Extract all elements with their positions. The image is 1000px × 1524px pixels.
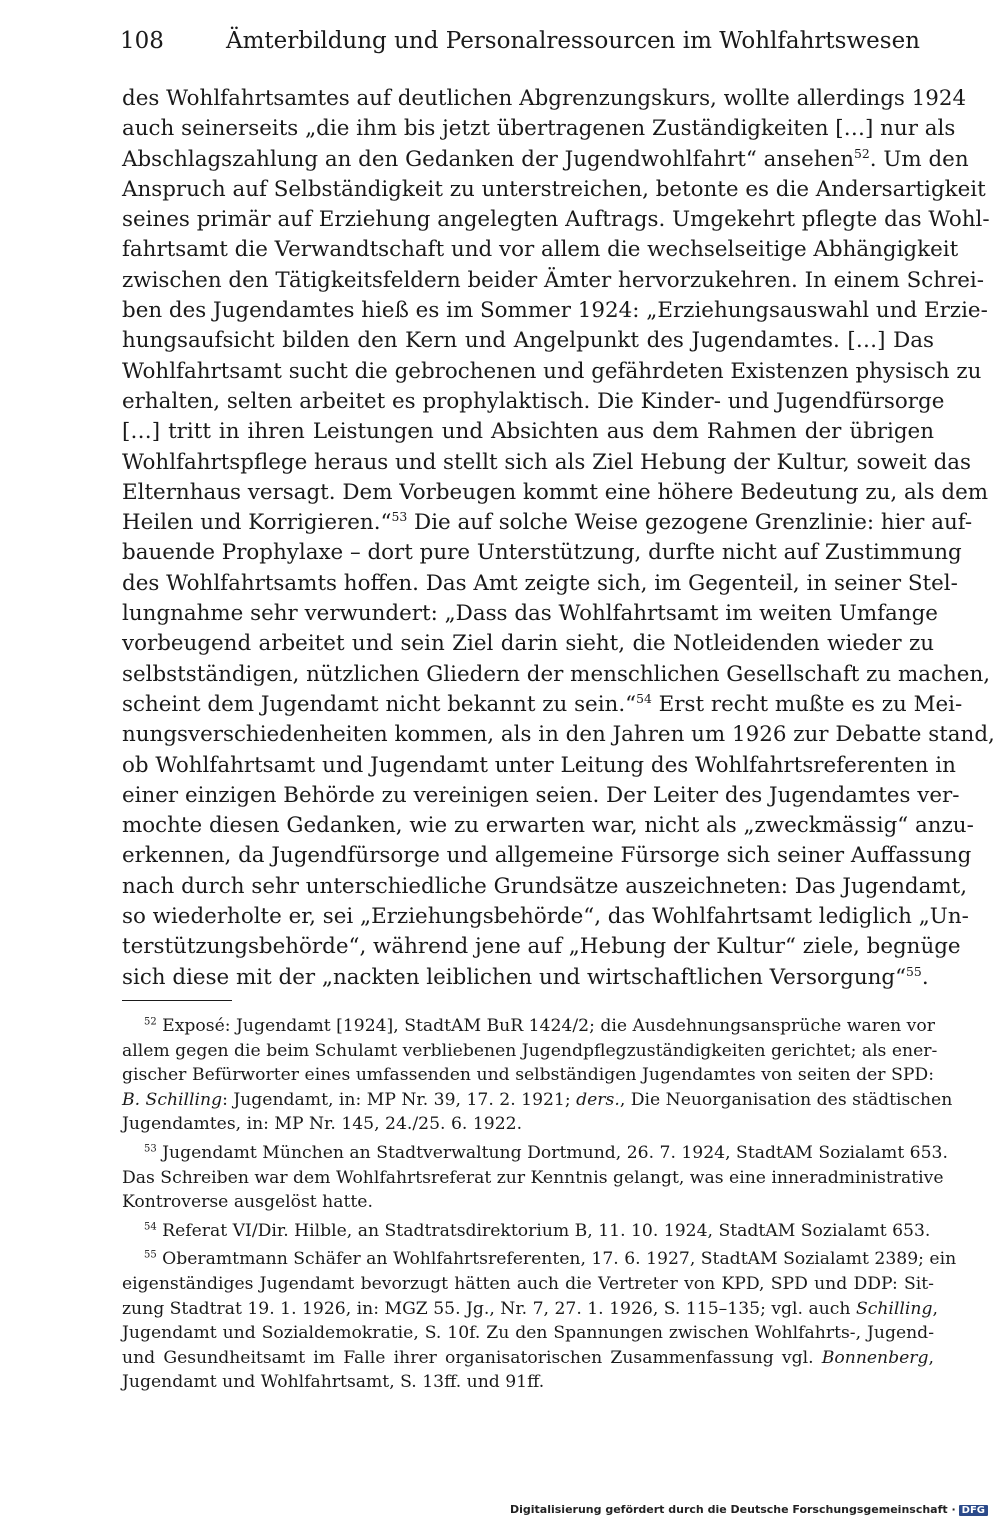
text-line — [122, 114, 956, 144]
footnote-text: allem gegen die beim Schulamt verbliebenen Jugendpflegzuständigkeiten gerichtet; als ener- — [122, 1040, 938, 1061]
running-title: Ämterbildung und Personalressourcen im Wohlfahrtswesen — [226, 28, 920, 54]
footnote-text: Jugendamt München an Stadtverwaltung Dortmund, 26. 7. 1924, StadtAM Sozialamt 653. — [162, 1142, 948, 1163]
footnote-text: Jugendamt und Wohlfahrtsamt, S. 13ff. und 91ff. — [122, 1372, 545, 1393]
text-line — [122, 205, 990, 235]
text-line — [122, 932, 961, 962]
footnote-reference: 52 — [853, 145, 870, 161]
text-line-content: fahrtsamt die Verwandtschaft und vor allem die wechselseitige Abhängigkeit — [122, 237, 959, 263]
footnote-text: Jugendamtes, in: MP Nr. 145, 24./25. 6. 1922. — [122, 1114, 523, 1135]
footnote-line — [122, 1247, 957, 1272]
text-line-content: sich diese mit der „nackten leiblichen und wirtschaftlichen Versorgung“ — [122, 964, 907, 990]
footnote-cited-author: Schilling — [855, 1298, 933, 1319]
text-line — [122, 690, 963, 720]
text-line — [122, 660, 991, 690]
text-line — [122, 963, 934, 993]
text-line — [122, 781, 960, 811]
footnote-number: 52 — [144, 1016, 157, 1028]
text-line — [122, 235, 959, 265]
footnotes — [122, 1014, 957, 1395]
text-line-content: einer einzigen Behörde zu vereinigen seien. Der Leiter des Jugendamtes ver- — [122, 782, 960, 808]
footnote-cited-author: B. Schilling — [122, 1089, 223, 1110]
text-line — [122, 357, 982, 387]
text-line-content: Wohlfahrtspflege heraus und stellt sich als Ziel Hebung der Kultur, soweit das — [122, 449, 972, 475]
footnote-line — [122, 1370, 934, 1395]
text-line — [122, 266, 984, 296]
footnote-line — [122, 1088, 953, 1113]
footnote-number: 54 — [144, 1221, 157, 1233]
text-line-content: des Wohlfahrtsamts hoffen. Das Amt zeigte sich, im Gegenteil, in seiner Stel- — [122, 570, 958, 596]
text-line-content: Heilen und Korrigieren.“ — [122, 510, 392, 536]
footnote-line — [122, 1112, 934, 1137]
text-line-content: seines primär auf Erziehung angelegten Auftrags. Umgekehrt pflegte das Wohl- — [122, 207, 990, 233]
text-line-content: so wiederholte er, sei „Erziehungsbehörde“, das Wohlfahrtsamt lediglich „Un- — [122, 904, 969, 930]
text-line — [122, 84, 967, 114]
footnote-line — [122, 1219, 934, 1244]
text-line — [122, 811, 974, 841]
text-line-content: ben des Jugendamtes hieß es im Sommer 1924: „Erziehungsauswahl und Erzie- — [122, 298, 988, 324]
text-line — [122, 538, 962, 568]
footnote-line — [122, 1346, 934, 1371]
text-line — [122, 145, 969, 175]
text-line-content: nungsverschiedenheiten kommen, als in den Jahren um 1926 zur Debatte stand, — [122, 722, 995, 748]
text-line-content: […] tritt in ihren Leistungen und Absichten aus dem Rahmen der übrigen — [122, 419, 934, 445]
footnote-text: eigenständiges Jugendamt bevorzugt hätten auch die Vertreter von KPD, SPD und DDP: Sit- — [122, 1273, 934, 1294]
text-line — [122, 751, 956, 781]
footnote-text: Referat VI/Dir. Hilble, an Stadtratsdirektorium B, 11. 10. 1924, StadtAM Sozialamt 653. — [162, 1220, 931, 1241]
footnote-line — [122, 1321, 934, 1346]
footnote-text: gischer Befürworter eines umfassenden und selbständigen Jugendamtes von seiten der SPD: — [122, 1065, 934, 1086]
footnote-text: Oberamtmann Schäfer an Wohlfahrtsreferenten, 17. 6. 1927, StadtAM Sozialamt 2389; ein — [162, 1249, 957, 1270]
dfg-logo-icon: DFG — [959, 1505, 988, 1516]
text-line-content: zwischen den Tätigkeitsfeldern beider Ämter hervorzukehren. In einem Schrei- — [122, 267, 984, 293]
text-line-content: Abschlagszahlung an den Gedanken der Jugendwohlfahrt“ ansehen — [122, 146, 854, 172]
text-line — [122, 326, 934, 356]
text-line-content: Elternhaus versagt. Dem Vorbeugen kommt eine höhere Bedeutung zu, als dem — [122, 479, 989, 505]
footnote-reference: 55 — [906, 963, 922, 979]
text-line-continuation: Die auf solche Weise gezogene Grenzlinie: hier auf- — [407, 510, 973, 536]
text-line-content: auch seinerseits „die ihm bis jetzt übertragenen Zuständigkeiten […] nur als — [122, 116, 956, 142]
text-line — [122, 417, 934, 447]
footnote-text: und Gesundheitsamt im Falle ihrer organisatorischen Zusammenfassung vgl. — [122, 1347, 822, 1368]
text-line — [122, 478, 989, 508]
footnote-52 — [122, 1014, 953, 1137]
digitization-note: Digitalisierung gefördert durch die Deutsche Forschungsgemeinschaft · — [509, 1503, 956, 1516]
footnote-53 — [122, 1141, 948, 1215]
footnote-text: zung Stadtrat 19. 1. 1926, in: MGZ 55. Jg., Nr. 7, 27. 1. 1926, S. 115–135; vgl. auch — [122, 1298, 856, 1319]
main-text — [122, 84, 995, 993]
footnote-line — [122, 1190, 934, 1215]
text-line-content: nach durch sehr unterschiedliche Grundsätze auszeichneten: Das Jugendamt, — [122, 873, 968, 899]
text-line — [122, 629, 934, 659]
footnote-text: Kontroverse ausgelöst hatte. — [122, 1192, 373, 1213]
footnote-text: , — [928, 1347, 934, 1368]
text-line-content: erhalten, selten arbeitet es prophylaktisch. Die Kinder- und Jugendfürsorge — [122, 388, 945, 414]
footnote-line — [122, 1166, 944, 1191]
text-line — [122, 508, 973, 538]
text-line-content: erkennen, da Jugendfürsorge und allgemeine Fürsorge sich seiner Auffassung — [122, 843, 972, 869]
footnote-reference: 53 — [391, 509, 408, 525]
page-number: 108 — [120, 28, 164, 54]
text-line-content: terstützungsbehörde“, während jene auf „Hebung der Kultur“ ziele, begnüge — [122, 934, 961, 960]
footnote-text: : Jugendamt, in: MP Nr. 39, 17. 2. 1921; — [222, 1089, 577, 1110]
footnote-line — [122, 1014, 934, 1039]
footnote-line — [122, 1297, 938, 1322]
footnote-line — [122, 1063, 934, 1088]
text-line — [122, 599, 938, 629]
text-line-content: Anspruch auf Selbständigkeit zu unterstreichen, betonte es die Andersartigkeit — [122, 176, 986, 202]
text-line-content: hungsaufsicht bilden den Kern und Angelpunkt des Jugendamtes. […] Das — [122, 328, 934, 354]
text-line-content: lungnahme sehr verwundert: „Dass das Wohlfahrtsamt im weiten Umfange — [122, 601, 938, 627]
text-line-continuation: Erst recht mußte es zu Mei- — [651, 691, 963, 717]
text-line-content: ob Wohlfahrtsamt und Jugendamt unter Leitung des Wohlfahrtsreferenten in — [122, 752, 956, 778]
text-line-content: des Wohlfahrtsamtes auf deutlichen Abgrenzungskurs, wollte allerdings 1924 — [122, 86, 967, 111]
text-line — [122, 720, 995, 750]
footnote-55 — [122, 1247, 957, 1395]
footnote-reference: 54 — [636, 690, 652, 706]
text-line — [122, 872, 968, 902]
text-line — [122, 448, 972, 478]
footnote-text: Jugendamt und Sozialdemokratie, S. 10f. Zu den Spannungen zwischen Wohlfahrts-, Jugend- — [122, 1323, 934, 1344]
text-line-content: scheint dem Jugendamt nicht bekannt zu sein.“ — [122, 691, 637, 717]
digitization-credit — [510, 1503, 988, 1516]
footnote-cited-author: Bonnenberg — [821, 1347, 929, 1368]
footnote-line — [122, 1141, 948, 1166]
footnote-line — [122, 1272, 934, 1297]
text-line — [122, 902, 969, 932]
running-header — [120, 26, 950, 56]
footnote-number: 53 — [144, 1143, 157, 1155]
text-line — [122, 841, 972, 871]
text-line-content: mochte diesen Gedanken, wie zu erwarten war, nicht als „zweckmässig“ anzu- — [122, 813, 974, 839]
text-line-content: Wohlfahrtsamt sucht die gebrochenen und gefährdeten Existenzen physisch zu — [122, 358, 982, 384]
footnote-text: , — [932, 1298, 938, 1319]
footnote-text: , Die Neuorganisation des städtischen — [619, 1089, 953, 1110]
text-line — [122, 387, 945, 417]
text-line — [122, 175, 986, 205]
footnote-separator — [122, 1000, 232, 1001]
text-line — [122, 569, 958, 599]
text-line-continuation: . Um den — [869, 146, 969, 172]
text-line — [122, 296, 988, 326]
text-line-content: selbstständigen, nützlichen Gliedern der menschlichen Gesellschaft zu machen, — [122, 661, 991, 687]
text-line-content: bauende Prophylaxe – dort pure Unterstützung, durfte nicht auf Zustimmung — [122, 540, 962, 566]
footnote-number: 55 — [144, 1249, 157, 1261]
text-line-continuation: . — [921, 964, 929, 990]
footnote-text: Exposé: Jugendamt [1924], StadtAM BuR 1424/2; die Ausdehnungsansprüche waren vor — [162, 1016, 935, 1036]
footnote-text: Das Schreiben war dem Wohlfahrtsreferat zur Kenntnis gelangt, was eine inneradministrative — [122, 1167, 944, 1188]
text-line-content: vorbeugend arbeitet und sein Ziel darin sieht, die Notleidenden wieder zu — [122, 631, 934, 657]
footnote-54 — [122, 1219, 934, 1244]
footnote-line — [122, 1039, 938, 1064]
footnote-cited-author: ders. — [576, 1089, 620, 1110]
